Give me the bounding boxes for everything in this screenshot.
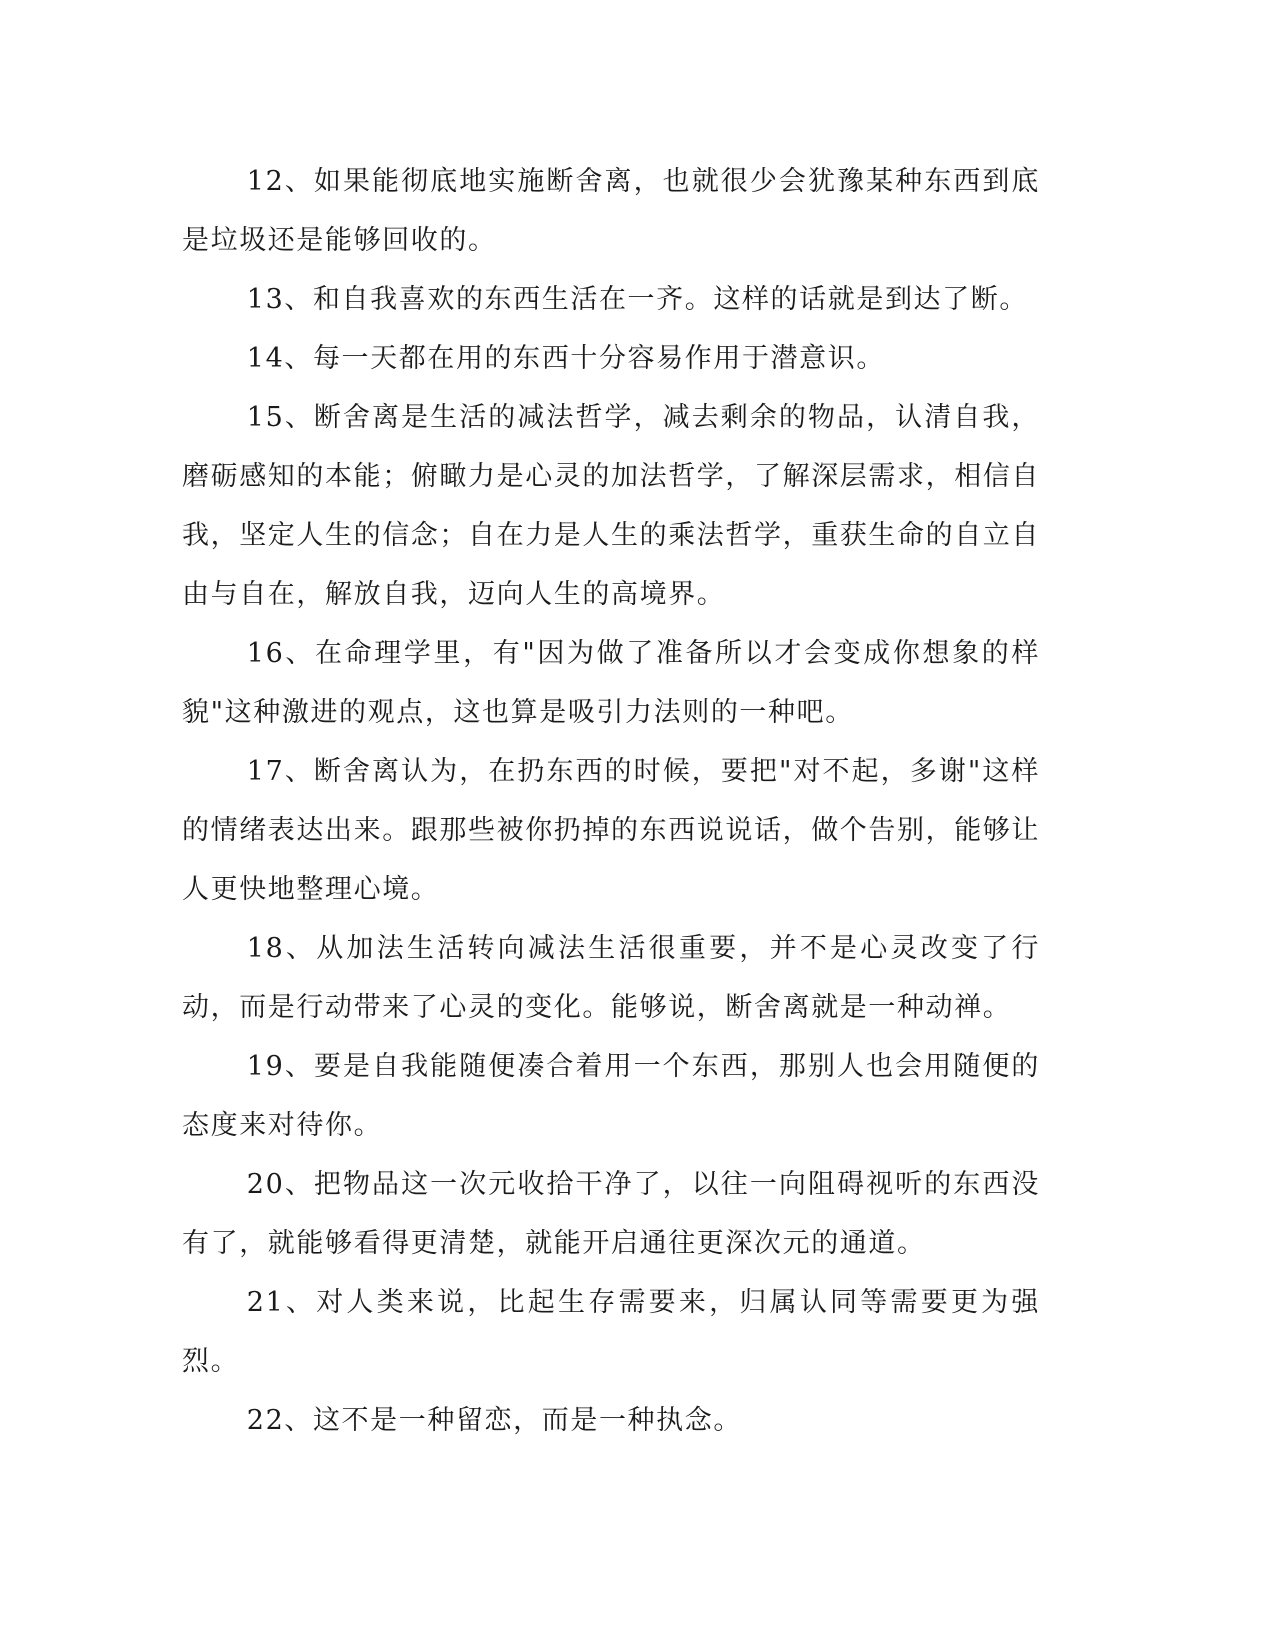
paragraph-20: 20、把物品这一次元收拾干净了，以往一向阻碍视听的东西没有了，就能够看得更清楚，就能开启通往更深次元的通道。 [182, 1169, 1040, 1259]
paragraph-19: 19、要是自我能随便凑合着用一个东西，那别人也会用随便的态度来对待你。 [182, 1051, 1040, 1141]
body-text [182, 152, 1040, 1450]
paragraph-18: 18、从加法生活转向减法生活很重要，并不是心灵改变了行动，而是行动带来了心灵的变化。能够说，断舍离就是一种动禅。 [182, 933, 1040, 1023]
paragraph-13: 13、和自我喜欢的东西生活在一齐。这样的话就是到达了断。 [246, 284, 1028, 315]
paragraph-16: 16、在命理学里，有"因为做了准备所以才会变成你想象的样貌"这种激进的观点，这也算是吸引力法则的一种吧。 [182, 638, 1040, 728]
paragraph-15: 15、断舍离是生活的减法哲学，减去剩余的物品，认清自我，磨砺感知的本能；俯瞰力是心灵的加法哲学，了解深层需求，相信自我，坚定人生的信念；自在力是人生的乘法哲学，重获生命的自立自由与自在，解放自我，迈向人生的高境界。 [182, 402, 1040, 610]
paragraph-17: 17、断舍离认为，在扔东西的时候，要把"对不起，多谢"这样的情绪表达出来。跟那些被你扔掉的东西说说话，做个告别，能够让人更快地整理心境。 [182, 756, 1040, 905]
paragraph-22: 22、这不是一种留恋，而是一种执念。 [246, 1405, 742, 1436]
paragraph-21: 21、对人类来说，比起生存需要来，归属认同等需要更为强烈。 [182, 1287, 1040, 1377]
paragraph-14: 14、每一天都在用的东西十分容易作用于潜意识。 [246, 343, 885, 374]
paragraph-12: 12、如果能彻底地实施断舍离，也就很少会犹豫某种东西到底是垃圾还是能够回收的。 [182, 166, 1040, 256]
